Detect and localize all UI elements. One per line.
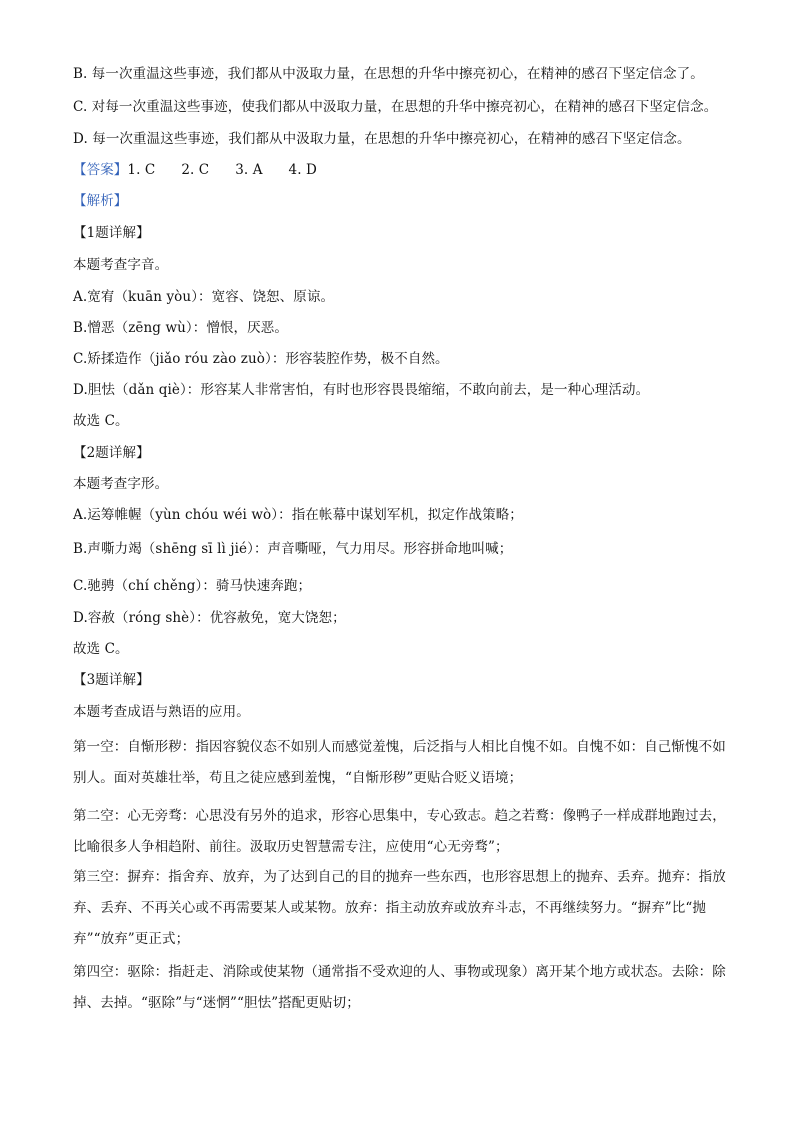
- answer-item-1: 1. C: [127, 162, 156, 178]
- q1-conclusion: 故选 C。: [73, 413, 129, 429]
- q1-option-c: C.矫揉造作（jiǎo róu zào zuò）：形容装腔作势，极不自然。: [73, 351, 449, 367]
- q3-title: 【3题详解】: [73, 672, 150, 688]
- q2-option-b: B.声嘶力竭（shēng sī lì jié）：声音嘶哑，气力用尽。形容拼命地叫喊；: [73, 541, 513, 557]
- q1-option-b: B.憎恶（zēng wù）：憎恨，厌恶。: [73, 320, 288, 336]
- q1-option-a: A.宽宥（kuān yòu）：宽容、饶恕、原谅。: [73, 289, 335, 305]
- q3-blank-4: 第四空：驱除：指赶走、消除或使某物（通常指不受欢迎的人、事物或现象）离开某个地方或状态。去除：除掉、去掉。“驱除”与“迷惘”“胆怯”搭配更贴切；: [73, 964, 726, 1011]
- answer-line: [73, 160, 733, 180]
- q3-blank-2: 第二空：心无旁骛：心思没有另外的追求，形容心思集中，专心致志。趋之若鹜：像鸭子一样成群地跑过去，比喻很多人争相趋附、前往。汲取历史智慧需专注，应使用“心无旁骛”；: [73, 808, 726, 855]
- q3-blank-3: 第三空：摒弃：指舍弃、放弃，为了达到自己的目的抛弃一些东西，也形容思想上的抛弃、丢弃。抛弃：指放弃、丢弃、不再关心或不再需要某人或某物。放弃：指主动放弃或放弃斗志，不再继续努力。“摒弃”比“抛弃”“放弃”更正式；: [73, 869, 726, 947]
- answer-label: 【答案】: [73, 162, 128, 178]
- analysis-label: 【解析】: [73, 193, 128, 209]
- q2-title: 【2题详解】: [73, 445, 150, 461]
- q2-option-c: C.驰骋（chí chěng）：骑马快速奔跑；: [73, 578, 312, 594]
- option-c: C. 对每一次重温这些事迹，使我们都从中汲取力量，在思想的升华中擦亮初心，在精神的感召下坚定信念。: [73, 99, 718, 115]
- q2-conclusion: 故选 C。: [73, 641, 129, 657]
- q3-intro: 本题考查成语与熟语的应用。: [73, 704, 250, 720]
- option-b: B. 每一次重温这些事迹，我们都从中汲取力量，在思想的升华中擦亮初心，在精神的感召下坚定信念了。: [73, 66, 704, 82]
- option-d: D. 每一次重温这些事迹，我们都从中汲取力量，在思想的升华中擦亮初心，在精神的感召下坚定信念。: [73, 131, 691, 147]
- q1-intro: 本题考查字音。: [73, 257, 169, 273]
- answer-item-4: 4. D: [288, 162, 317, 178]
- answer-item-3: 3. A: [235, 162, 263, 178]
- q1-title: 【1题详解】: [73, 225, 150, 241]
- q1-option-d: D.胆怯（dǎn qiè）：形容某人非常害怕，有时也形容畏畏缩缩，不敢向前去，是一种心理活动。: [73, 382, 650, 398]
- q3-blank-1: 第一空：自惭形秽：指因容貌仪态不如别人而感觉羞愧，后泛指与人相比自愧不如。自愧不如：自己惭愧不如别人。面对英雄壮举，苟且之徒应感到羞愧，“自惭形秽”更贴合贬义语境；: [73, 739, 726, 786]
- q2-option-a: A.运筹帷幄（yùn chóu wéi wò）：指在帐幕中谋划军机，拟定作战策略；: [73, 507, 523, 523]
- answer-item-2: 2. C: [181, 162, 210, 178]
- q2-intro: 本题考查字形。: [73, 476, 169, 492]
- q2-option-d: D.容赦（róng shè）：优容赦免，宽大饶恕；: [73, 610, 346, 626]
